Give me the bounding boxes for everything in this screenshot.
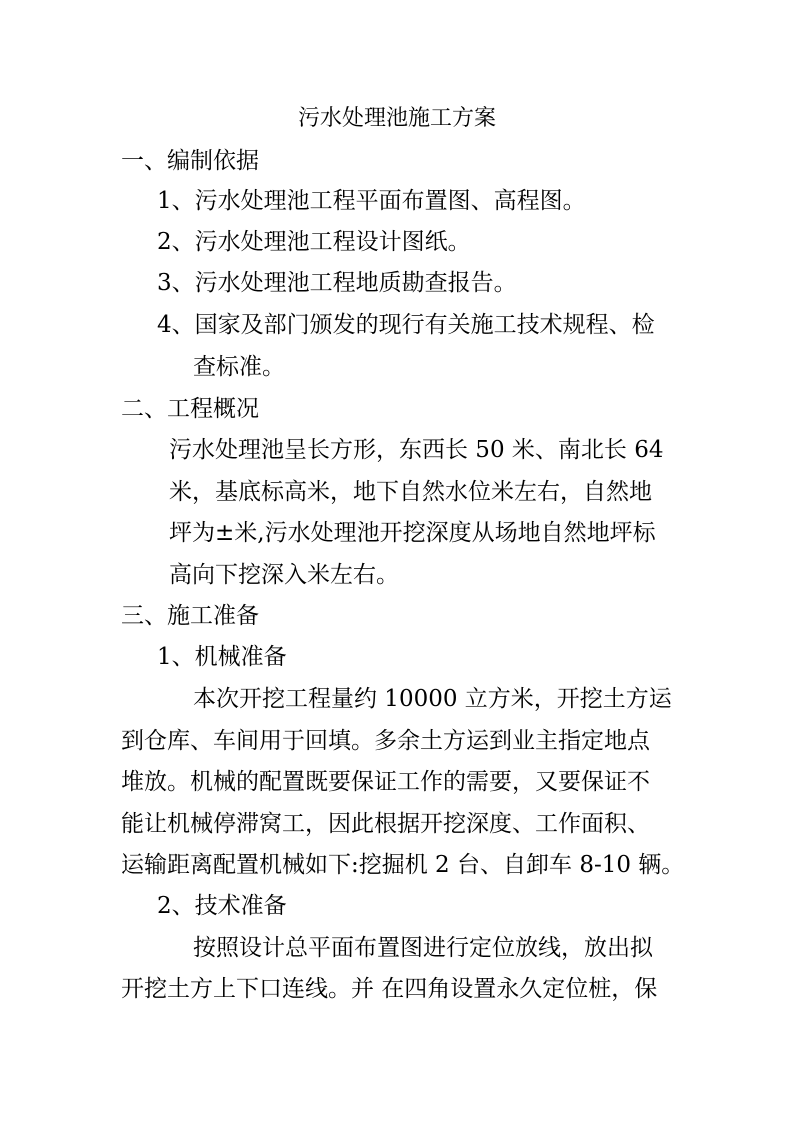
subsection-heading-machinery: 1、机械准备 [157, 644, 287, 670]
basis-item-1: 1、污水处理池工程平面布置图、高程图。 [157, 188, 586, 214]
machinery-line-2: 到仓库、车间用于回填。多余土方运到业主指定地点 [121, 728, 650, 754]
basis-item-4: 4、国家及部门颁发的现行有关施工技术规程、检 [157, 312, 655, 338]
section-heading-basis: 一、编制依据 [121, 148, 259, 174]
section-heading-preparation: 三、施工准备 [121, 603, 259, 629]
machinery-line-3: 堆放。机械的配置既要保证工作的需要，又要保证不 [121, 769, 650, 795]
subsection-heading-technical: 2、技术准备 [157, 893, 287, 919]
document-title: 污水处理池施工方案 [297, 106, 496, 131]
machinery-line-4: 能让机械停滞窝工，因此根据开挖深度、工作面积、 [121, 811, 650, 837]
overview-line-1: 污水处理池呈长方形，东西长 50 米、南北长 64 [169, 437, 664, 463]
overview-line-3: 坪为±米,污水处理池开挖深度从场地自然地坪标 [169, 520, 656, 546]
section-heading-overview: 二、工程概况 [121, 396, 259, 422]
overview-line-2: 米，基底标高米，地下自然水位米左右，自然地 [169, 479, 652, 505]
basis-item-4-continued: 查标准。 [193, 354, 285, 380]
machinery-line-5: 运输距离配置机械如下:挖掘机 2 台、自卸车 8-10 辆。 [121, 852, 685, 878]
technical-line-1: 按照设计总平面布置图进行定位放线，放出拟 [193, 935, 653, 961]
basis-item-3: 3、污水处理池工程地质勘查报告。 [157, 270, 517, 296]
technical-line-2: 开挖土方上下口连线。并 在四角设置永久定位桩，保 [121, 976, 658, 1002]
machinery-line-1: 本次开挖工程量约 10000 立方米，开挖土方运 [193, 686, 672, 712]
overview-line-4: 高向下挖深入米左右。 [169, 562, 399, 588]
basis-item-2: 2、污水处理池工程设计图纸。 [157, 229, 471, 255]
